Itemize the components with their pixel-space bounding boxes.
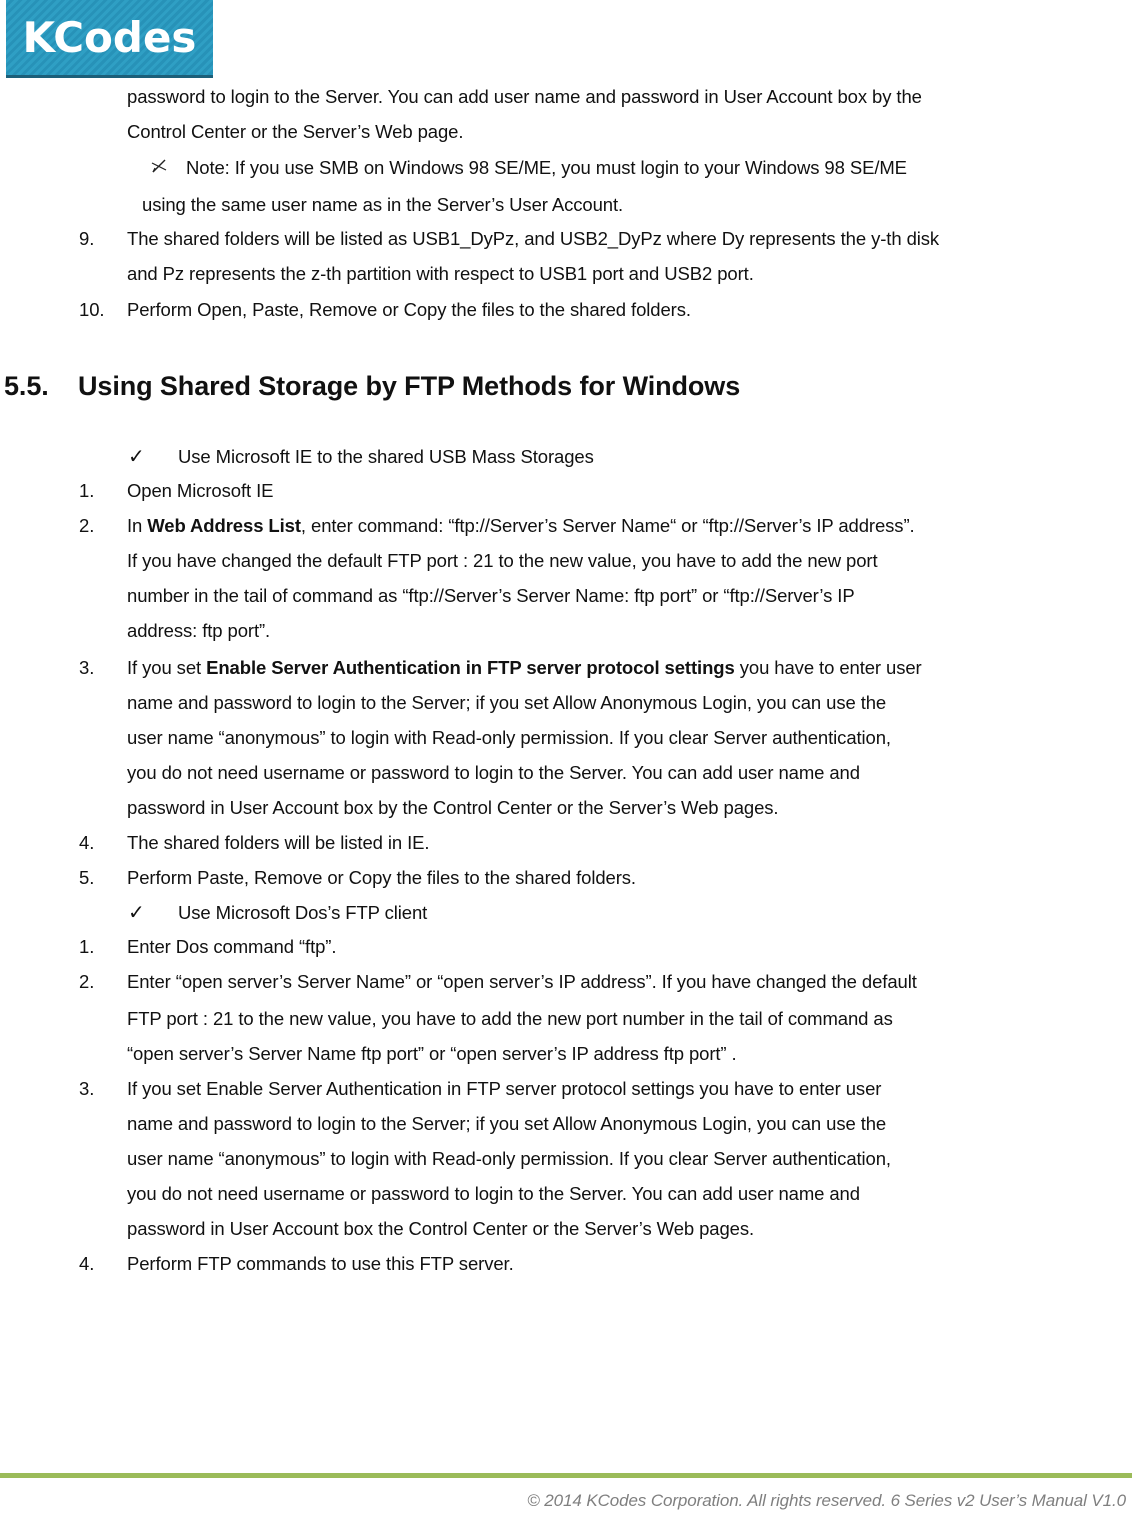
step-text: Enter “open server’s Server Name” or “open server’s IP address”. If you have changed the default	[127, 971, 917, 992]
item-number: 9.	[79, 228, 95, 249]
step-number: 3.	[79, 657, 95, 678]
step-text: Perform FTP commands to use this FTP server.	[127, 1253, 514, 1274]
step-number: 4.	[79, 832, 95, 853]
step-text: number in the tail of command as “ftp://Server’s Server Name: ftp port” or “ftp://Server’s IP	[127, 585, 855, 606]
step-text: Perform Paste, Remove or Copy the files to the shared folders.	[127, 867, 636, 888]
step-text: The shared folders will be listed in IE.	[127, 832, 430, 853]
step-number: 4.	[79, 1253, 95, 1274]
step-text: you do not need username or password to login to the Server. You can add user name and	[127, 1183, 860, 1204]
section-title: Using Shared Storage by FTP Methods for Windows	[78, 371, 741, 401]
step-text: “open server’s Server Name ftp port” or “open server’s IP address ftp port” .	[127, 1043, 737, 1064]
item-number: 10.	[79, 299, 105, 320]
paragraph-line: password to login to the Server. You can add user name and password in User Account box by the	[127, 86, 922, 107]
step-text: password in User Account box the Control Center or the Server’s Web pages.	[127, 1218, 755, 1239]
step-number: 5.	[79, 867, 95, 888]
step-text: password in User Account box by the Control Center or the Server’s Web pages.	[127, 797, 779, 818]
step-text: If you have changed the default FTP port : 21 to the new value, you have to add the new port	[127, 550, 878, 571]
step-number: 3.	[79, 1078, 95, 1099]
step-text: In Web Address List, enter command: “ftp://Server’s Server Name“ or “ftp://Server’s IP address”.	[127, 515, 915, 536]
checkmark-icon: ✓	[128, 446, 145, 468]
paragraph-line: Control Center or the Server’s Web page.	[127, 121, 464, 142]
step-number: 2.	[79, 971, 95, 992]
checkmark-icon: ✓	[128, 902, 145, 924]
note-line: using the same user name as in the Server’s User Account.	[142, 194, 624, 215]
footer-copyright: © 2014 KCodes Corporation. All rights reserved. 6 Series v2 User’s Manual V1.0	[527, 1491, 1126, 1510]
step-text: If you set Enable Server Authentication in FTP server protocol settings you have to enter user	[127, 657, 922, 678]
step-number: 2.	[79, 515, 95, 536]
kcodes-logo	[6, 0, 213, 78]
list-item: The shared folders will be listed as USB1_DyPz, and USB2_DyPz where Dy represents the y-th disk	[127, 228, 940, 249]
step-text: user name “anonymous” to login with Read-only permission. If you clear Server authentication,	[127, 727, 891, 748]
note-icon-wrap	[150, 157, 168, 180]
section-number: 5.5.	[4, 371, 49, 401]
step-text: user name “anonymous” to login with Read-only permission. If you clear Server authentication,	[127, 1148, 891, 1169]
step-text: Enter Dos command “ftp”.	[127, 936, 337, 957]
section-heading	[4, 371, 740, 402]
logo-text: KCodes	[22, 13, 197, 62]
no-pencil-icon	[150, 157, 168, 175]
step-text: you do not need username or password to login to the Server. You can add user name and	[127, 762, 860, 783]
list-item: Perform Open, Paste, Remove or Copy the files to the shared folders.	[127, 299, 691, 320]
footer-divider	[0, 1473, 1132, 1478]
step-text: FTP port : 21 to the new value, you have to add the new port number in the tail of command as	[127, 1008, 893, 1029]
step-text: address: ftp port”.	[127, 620, 271, 641]
ui-term: Enable Server Authentication in FTP server protocol settings	[206, 657, 735, 678]
step-text: Open Microsoft IE	[127, 480, 274, 501]
note-line: Note: If you use SMB on Windows 98 SE/ME, you must login to your Windows 98 SE/ME	[186, 157, 907, 178]
step-text: name and password to login to the Server; if you set Allow Anonymous Login, you can use the	[127, 1113, 887, 1134]
list-item: and Pz represents the z-th partition with respect to USB1 port and USB2 port.	[127, 263, 754, 284]
subsection-title: Use Microsoft Dos’s FTP client	[178, 902, 428, 923]
ui-term: Web Address List	[147, 515, 301, 536]
subsection-title: Use Microsoft IE to the shared USB Mass Storages	[178, 446, 594, 467]
step-text: name and password to login to the Server; if you set Allow Anonymous Login, you can use the	[127, 692, 887, 713]
step-text: If you set Enable Server Authentication in FTP server protocol settings you have to enter user	[127, 1078, 882, 1099]
step-number: 1.	[79, 480, 95, 501]
step-number: 1.	[79, 936, 95, 957]
